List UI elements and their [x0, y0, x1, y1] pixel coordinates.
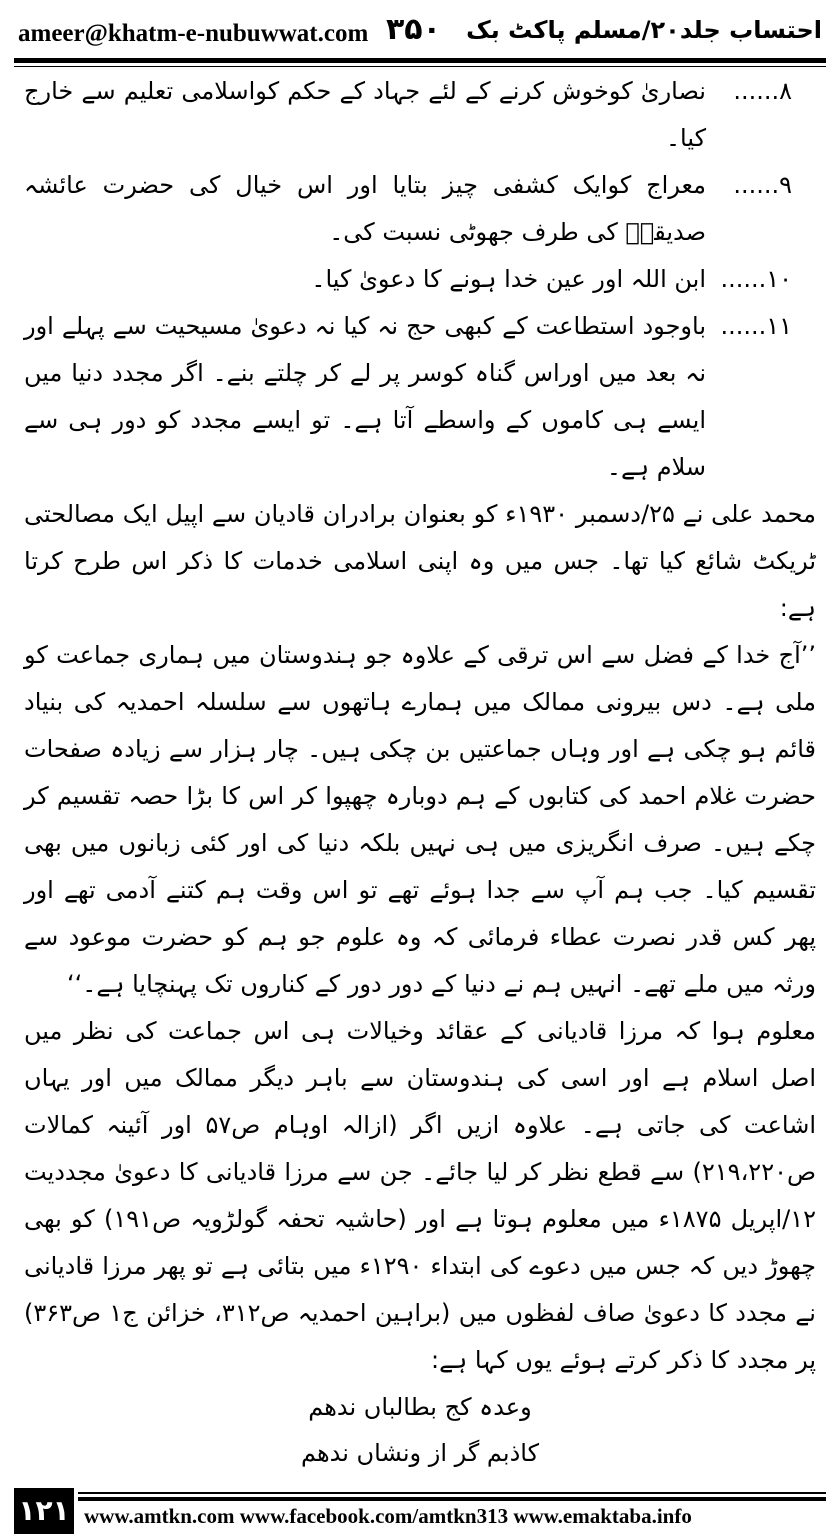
page-body: [24, 68, 817, 1467]
list-item-text: ابن اللہ اور عین خدا ہونے کا دعویٰ کیا۔: [311, 265, 706, 293]
header-book-title: احتساب جلد۲۰/مسلم پاکٹ بک: [466, 16, 822, 44]
verse-line-1: وعدہ کج بطالباں ندھم: [308, 1393, 532, 1421]
list-item-text: نصاریٰ کوخوش کرنے کے لئے جہاد کے حکم کواسلامی تعلیم سے خارج کیا۔: [24, 77, 706, 152]
list-item: [24, 68, 816, 162]
footer-rule: [78, 1492, 826, 1501]
list-item: [24, 256, 816, 303]
header-email: ameer@khatm-e-nubuwwat.com: [18, 20, 369, 47]
footer-links: www.amtkn.com www.facebook.com/amtkn313 www.emaktaba.info: [84, 1504, 692, 1528]
header-rule: [14, 58, 826, 67]
list-item-number: ۱۱......: [720, 312, 792, 340]
verse-line-2: کاذبم گر از ونشاں ندھم: [300, 1439, 540, 1467]
list-item-text: معراج کوایک کشفی چیز بتایا اور اس خیال کی حضرت عائشہ صدیقہؓ کی طرف جھوٹی نسبت کی۔: [24, 171, 706, 246]
paragraph-intro: محمد علی نے ۲۵/دسمبر ۱۹۳۰ء کو بعنوان برادران قادیان سے اپیل ایک مصالحتی ٹریکٹ شائع کیا تھا۔ جس میں وہ اپنی اسلامی خدمات کا ذکر اس طرح کرتا ہے:: [24, 500, 816, 622]
list-item: [24, 303, 816, 491]
page-header: [14, 8, 826, 60]
footer-page-number: ۱۲۱: [14, 1488, 74, 1534]
list-item-text: باوجود استطاعت کے کبھی حج نہ کیا نہ دعویٰ مسیحیت سے پہلے اور نہ بعد میں اوراس گناہ کوسر پر لے کر چلتے بنے۔ اگر مجدد دنیا میں ایسے ہی کاموں کے واسطے آتا ہے۔ تو ایسے مجدد کو دور ہی سے سلام ہے۔: [24, 312, 706, 481]
list-item: [24, 162, 816, 256]
list-item-number: ۸......: [733, 77, 792, 105]
paragraph-analysis: معلوم ہوا کہ مرزا قادیانی کے عقائد وخیالات ہی اس جماعت کی نظر میں اصل اسلام ہے اور اسی کی ہندوستان سے باہر دیگر ممالک میں اور یہاں اشاعت کی جاتی ہے۔ علاوہ ازیں اگر (ازالہ اوہام ص۵۷ اور آئینہ کمالات ص۲۱۹،۲۲۰) سے قطع نظر کر لیا جائے۔ جن سے مرزا قادیانی کا دعویٰ مجددیت ۱۲/اپریل ۱۸۷۵ء میں معلوم ہوتا ہے اور (حاشیہ تحفہ گولڑویہ ص۱۹۱) کو بھی چھوڑ دیں کہ جس میں دعوے کی ابتداء ۱۲۹۰ء میں بتائی ہے تو پھر مرزا قادیانی نے مجدد کا دعویٰ صاف لفظوں میں (براہین احمدیہ ص۳۱۲، خزائن ج۱ ص۳۶۳) پر مجدد کا ذکر کرتے ہوئے یوں کہا ہے:: [24, 1017, 817, 1374]
list-item-number: ۹......: [733, 171, 792, 199]
list-item-number: ۱۰......: [720, 265, 792, 293]
header-page-number: ۳۵۰: [386, 12, 441, 47]
page-footer: [14, 1492, 826, 1532]
paragraph-quote: ’’آج خدا کے فضل سے اس ترقی کے علاوہ جو ہندوستان میں ہماری جماعت کو ملی ہے۔ دس بیرونی ممالک میں ہمارے ہاتھوں سے سلسلہ احمدیہ کی بنیاد قائم ہو چکی ہے اور وہاں جماعتیں بن چکی ہیں۔ چار ہزار سے زیادہ صفحات حضرت غلام احمد کی کتابوں کے ہم دوبارہ چھپوا کر اس کا بڑا حصہ تقسیم کر چکے ہیں۔ صرف انگریزی میں ہی نہیں بلکہ دنیا کی اور کئی زبانوں میں بھی تقسیم کیا۔ جب ہم آپ سے جدا ہوئے تھے تو اس وقت ہم کتنے آدمی تھے اور پھر کس قدر نصرت عطاء فرمائی کہ وہ علوم جو ہم کو حضرت موعود سے ورثہ میں ملے تھے۔ انہیں ہم نے دنیا کے دور دور کے کناروں تک پہنچایا ہے۔‘‘: [24, 641, 816, 998]
